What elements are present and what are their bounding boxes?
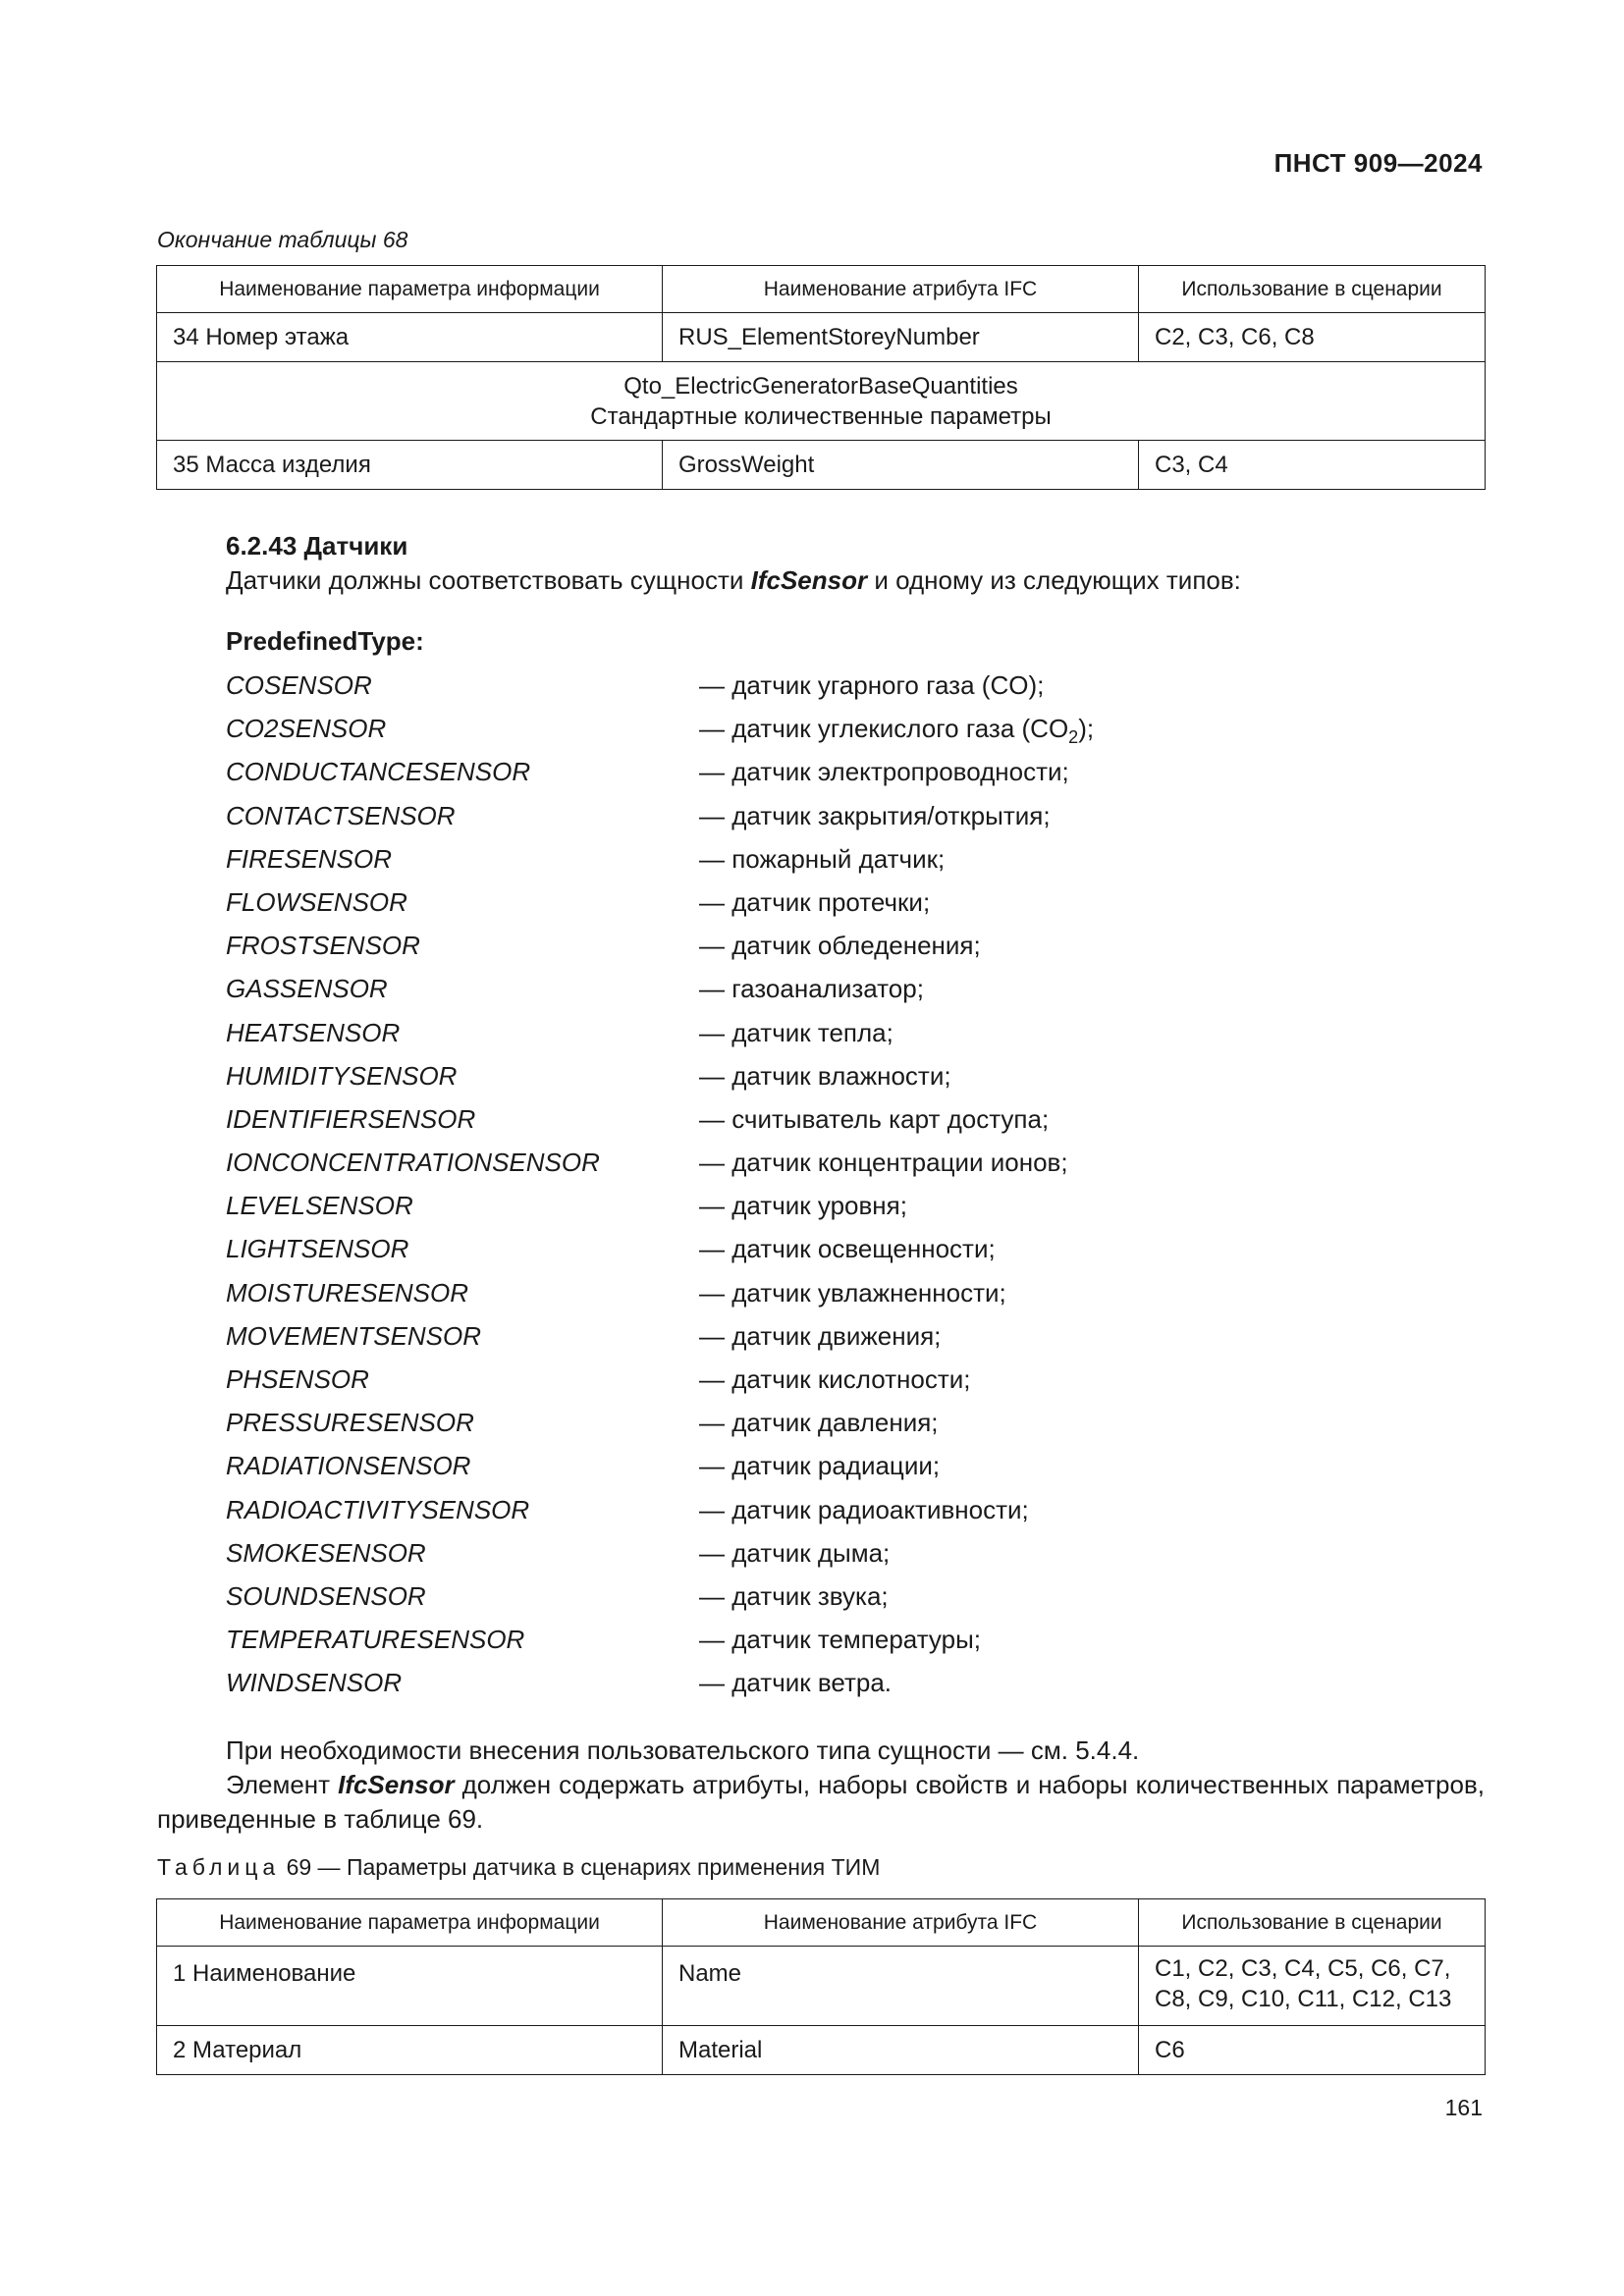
table-69-caption [157, 1854, 880, 1881]
type-list-item [226, 794, 1485, 837]
type-description [699, 707, 1094, 750]
type-name: CONTACTSENSOR [226, 800, 456, 830]
type-description [699, 1575, 889, 1618]
type-description-text: — пожарный датчик; [699, 843, 946, 874]
intro-text-after: и одному из следующих типов: [867, 565, 1241, 595]
type-description [699, 967, 924, 1010]
type-description [699, 1184, 907, 1227]
type-description-text: — датчик освещенности; [699, 1234, 996, 1264]
type-name: FIRESENSOR [226, 843, 393, 874]
type-description-text: — датчик электропроводности; [699, 757, 1069, 787]
type-description [699, 924, 981, 967]
type-description-tail: ); [1078, 714, 1095, 744]
type-name: GASSENSOR [226, 974, 388, 1004]
type-description [699, 1141, 1068, 1184]
type-list-item [226, 1618, 1485, 1661]
cell-attribute: Material [663, 2026, 1139, 2075]
type-description-text: — датчик давления; [699, 1408, 939, 1438]
type-description [699, 664, 1044, 707]
type-list-item [226, 1011, 1485, 1054]
type-list-item [226, 837, 1485, 881]
type-list-item [226, 1097, 1485, 1141]
type-description-text: — датчик угарного газа (CO); [699, 670, 1045, 700]
type-description [699, 1358, 971, 1401]
type-description [699, 1097, 1049, 1141]
cell-parameter: 2 Материал [157, 2026, 663, 2075]
type-description [699, 1488, 1029, 1531]
type-description-text: — датчик протечки; [699, 886, 931, 917]
type-description-text: — считыватель карт доступа; [699, 1103, 1050, 1134]
type-list-item [226, 1054, 1485, 1097]
type-description-text: — датчик влажности; [699, 1060, 951, 1091]
element-text-after: должен содержать атрибуты, наборы свойств и наборы количественных параметров, приведенные в таблице 69. [157, 1770, 1485, 1834]
table-header-row [157, 266, 1486, 313]
type-list-item [226, 1575, 1485, 1618]
type-name: SOUNDSENSOR [226, 1580, 426, 1611]
table-69 [156, 1898, 1486, 2075]
header-ifc-attribute: Наименование атрибута IFC [663, 266, 1139, 313]
cell-attribute: Name [663, 1947, 1139, 2026]
group-cell [157, 362, 1486, 441]
type-description-text: — датчик радиоактивности; [699, 1494, 1029, 1524]
type-name: MOISTURESENSOR [226, 1277, 469, 1308]
header-parameter-name: Наименование параметра информации [157, 1899, 663, 1947]
cell-parameter: 34 Номер этажа [157, 313, 663, 362]
header-ifc-attribute: Наименование атрибута IFC [663, 1899, 1139, 1947]
custom-type-note: При необходимости внесения пользовательского типа сущности — см. 5.4.4. [226, 1735, 1140, 1765]
cell-attribute: RUS_ElementStoreyNumber [663, 313, 1139, 362]
type-description [699, 750, 1069, 793]
intro-text-before: Датчики должны соответствовать сущности [226, 565, 751, 595]
type-description-text: — датчик обледенения; [699, 931, 981, 961]
type-description [699, 881, 930, 924]
type-description-text: — датчик тепла; [699, 1017, 893, 1047]
type-name: HUMIDITYSENSOR [226, 1060, 458, 1091]
type-description [699, 1011, 893, 1054]
type-description-text: — датчик ветра. [699, 1668, 893, 1698]
type-list-item [226, 1488, 1485, 1531]
type-description-text: — датчик температуры; [699, 1625, 981, 1655]
table-68 [156, 265, 1486, 490]
type-name: CO2SENSOR [226, 714, 387, 744]
type-name: FROSTSENSOR [226, 931, 420, 961]
type-name: CONDUCTANCESENSOR [226, 757, 531, 787]
type-description-text: — газоанализатор; [699, 974, 924, 1004]
predefined-type-label: PredefinedType: [226, 626, 424, 656]
table-group-row [157, 362, 1486, 441]
type-list-item [226, 1141, 1485, 1184]
type-name: LIGHTSENSOR [226, 1234, 409, 1264]
type-name: PHSENSOR [226, 1364, 369, 1394]
type-list-item [226, 1227, 1485, 1270]
element-paragraph [157, 1768, 1485, 1837]
section-intro [226, 563, 1485, 598]
type-description [699, 837, 945, 881]
type-description [699, 1054, 951, 1097]
intro-entity-name: IfcSensor [750, 565, 868, 595]
type-name: PRESSURESENSOR [226, 1408, 474, 1438]
type-description [699, 1401, 939, 1444]
cell-parameter: 35 Масса изделия [157, 441, 663, 490]
type-list-item [226, 750, 1485, 793]
type-name: IDENTIFIERSENSOR [226, 1103, 476, 1134]
type-name: IONCONCENTRATIONSENSOR [226, 1148, 600, 1178]
type-description [699, 1531, 890, 1575]
cell-scenarios: С1, С2, С3, С4, С5, С6, С7, С8, С9, С10, С11, С12, С13 [1139, 1947, 1486, 2026]
type-description-text: — датчик движения; [699, 1320, 942, 1351]
type-description-subscript: 2 [1068, 727, 1079, 748]
type-description-text: — датчик кислотности; [699, 1364, 971, 1394]
header-scenario-usage: Использование в сценарии [1139, 266, 1486, 313]
type-list-item [226, 1184, 1485, 1227]
table-row [157, 2026, 1486, 2075]
type-list-item [226, 1444, 1485, 1487]
element-text-before: Элемент [226, 1770, 339, 1799]
type-description [699, 1227, 996, 1270]
type-description-text: — датчик радиации; [699, 1451, 941, 1481]
type-description [699, 1618, 981, 1661]
type-list-item [226, 1271, 1485, 1314]
type-description-text: — датчик дыма; [699, 1537, 891, 1568]
type-name: RADIOACTIVITYSENSOR [226, 1494, 530, 1524]
cell-attribute: GrossWeight [663, 441, 1139, 490]
type-name: HEATSENSOR [226, 1017, 401, 1047]
type-name: TEMPERATURESENSOR [226, 1625, 525, 1655]
type-description-text: — датчик закрытия/открытия; [699, 800, 1051, 830]
type-description-text: — датчик концентрации ионов; [699, 1148, 1068, 1178]
type-list-item [226, 1661, 1485, 1704]
type-name: COSENSOR [226, 670, 372, 700]
type-name: RADIATIONSENSOR [226, 1451, 471, 1481]
header-scenario-usage: Использование в сценарии [1139, 1899, 1486, 1947]
cell-scenarios: С6 [1139, 2026, 1486, 2075]
table-row [157, 313, 1486, 362]
type-list-item [226, 1401, 1485, 1444]
section-title: 6.2.43 Датчики [226, 531, 408, 561]
type-description-text: — датчик увлажненности; [699, 1277, 1006, 1308]
type-list-item [226, 967, 1485, 1010]
type-description-text: — датчик уровня; [699, 1191, 907, 1221]
type-list-item [226, 664, 1485, 707]
type-name: LEVELSENSOR [226, 1191, 413, 1221]
cell-scenarios: С3, С4 [1139, 441, 1486, 490]
type-list-item [226, 707, 1485, 750]
cell-scenarios: С2, С3, С6, С8 [1139, 313, 1486, 362]
group-qto-name: Qto_ElectricGeneratorBaseQuantities [623, 372, 1018, 400]
table-row [157, 1947, 1486, 2026]
type-list-item [226, 1531, 1485, 1575]
type-name: WINDSENSOR [226, 1668, 403, 1698]
document-code: ПНСТ 909—2024 [1273, 148, 1483, 178]
type-list-item [226, 924, 1485, 967]
type-name: MOVEMENTSENSOR [226, 1320, 482, 1351]
type-list-item [226, 1358, 1485, 1401]
type-description [699, 1444, 940, 1487]
type-description [699, 1314, 941, 1358]
type-description-text: — датчик звука; [699, 1580, 889, 1611]
table-header-row [157, 1899, 1486, 1947]
type-description [699, 794, 1051, 837]
type-description [699, 1271, 1006, 1314]
table-69-caption-text: 69 — Параметры датчика в сценариях применения ТИМ [280, 1854, 881, 1880]
table-69-caption-word: Таблица [157, 1854, 281, 1880]
table-row [157, 441, 1486, 490]
cell-parameter: 1 Наименование [157, 1947, 663, 2026]
header-parameter-name: Наименование параметра информации [157, 266, 663, 313]
group-description: Стандартные количественные параметры [590, 402, 1052, 430]
page-number: 161 [1444, 2095, 1483, 2120]
type-name: SMOKESENSOR [226, 1537, 426, 1568]
element-entity-name: IfcSensor [338, 1770, 455, 1799]
type-name: FLOWSENSOR [226, 886, 407, 917]
type-list-item [226, 1314, 1485, 1358]
table-68-continuation-caption: Окончание таблицы 68 [157, 227, 408, 252]
type-description-text: — датчик углекислого газа (CO [699, 714, 1069, 744]
predefined-type-list [226, 664, 1485, 1705]
type-description [699, 1661, 892, 1704]
type-list-item [226, 881, 1485, 924]
